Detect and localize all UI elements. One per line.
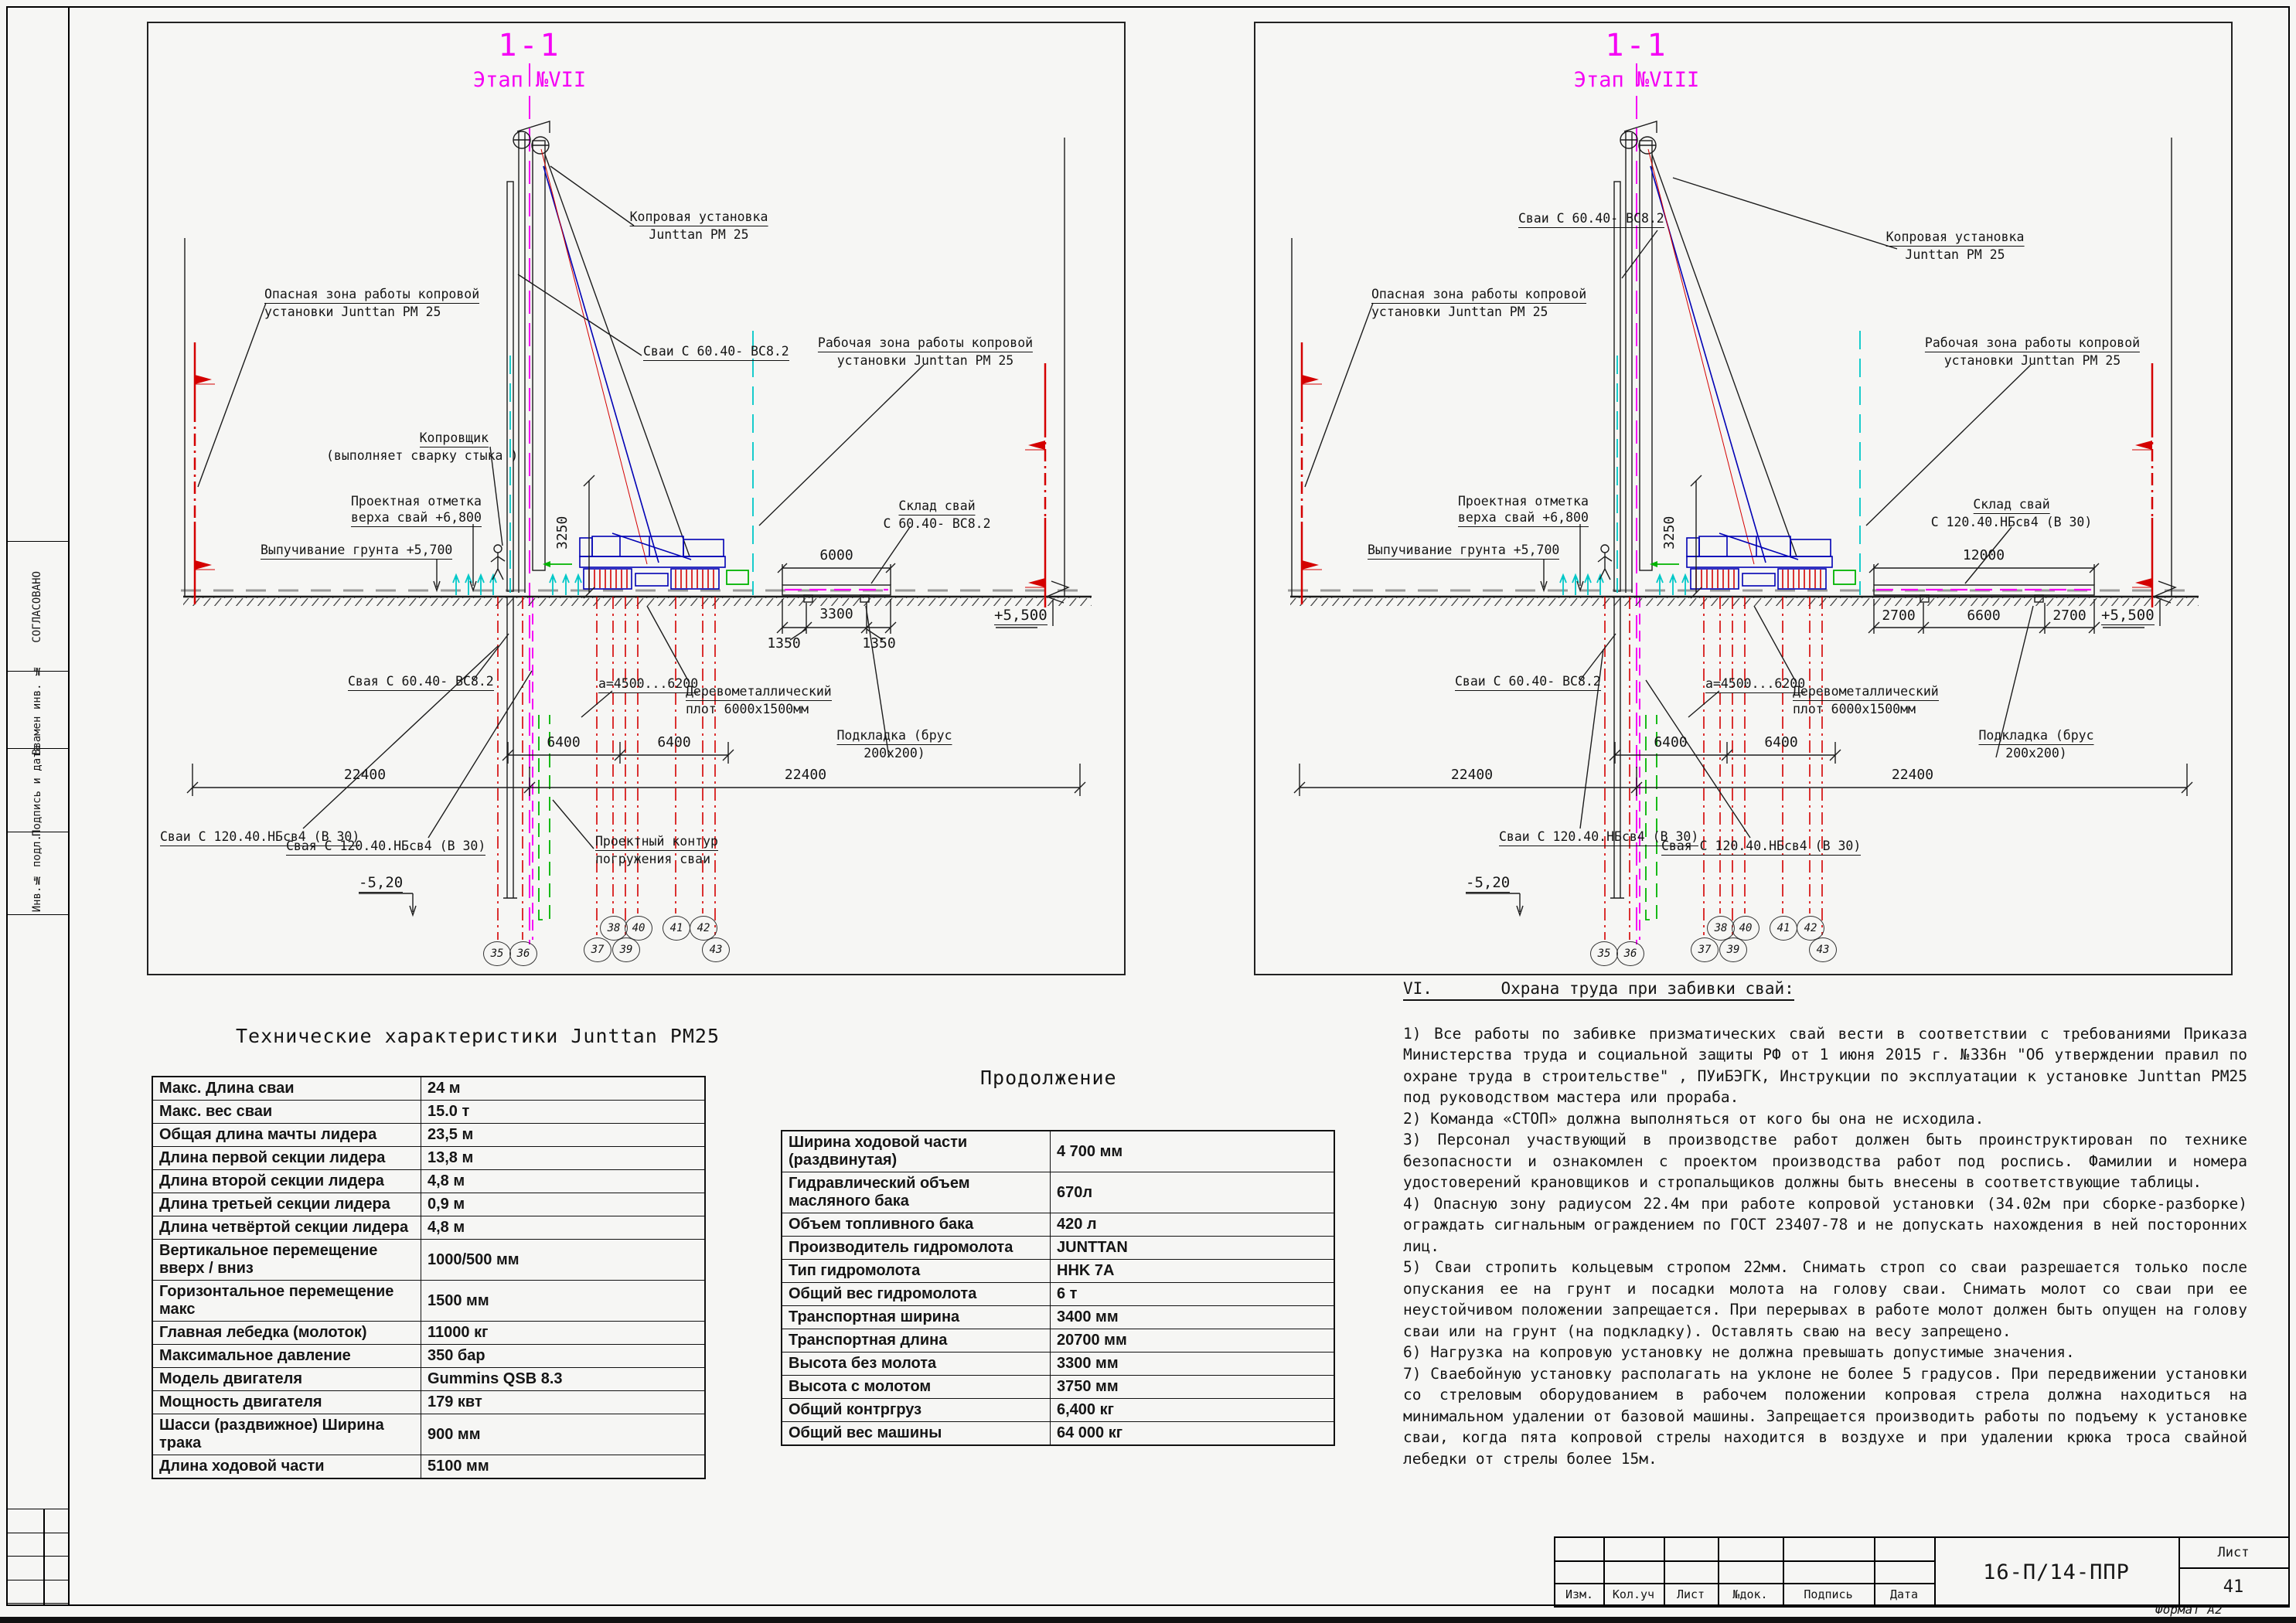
label-design-mark: Проектная отметка верха свай +6,800 [351, 493, 475, 527]
table-row: Производитель гидромолота JUNTTAN [782, 1237, 1334, 1260]
label-pile-below: Свая С 60.40- ВС8.2 [348, 673, 494, 691]
label-heave: Выпучивание грунта +5,700 [261, 542, 452, 560]
dim-span-b: 6400 [1764, 734, 1798, 750]
dim-stock-s2: 1350 [862, 635, 896, 652]
label-heave: Выпучивание грунта +5,700 [1368, 542, 1559, 560]
stamp-col-podpis: Подпись [1804, 1587, 1853, 1601]
label-elev-bottom: -5,20 [359, 874, 404, 891]
label-elev-bottom: -5,20 [1466, 874, 1511, 891]
section-mark: 1-1 [1605, 28, 1668, 63]
label-design-mark: Проектная отметка верха свай +6,800 [1458, 493, 1582, 527]
side-label: СОГЛАСОВАНО [31, 570, 43, 643]
dim-mast-height: 3250 [1661, 515, 1678, 550]
label-spacing: a=4500...6200 [1705, 675, 1805, 693]
stamp-col-ndok: №док. [1732, 1587, 1768, 1601]
table-row: Длина ходовой части 5100 мм [152, 1455, 705, 1479]
label-danger-zone: Опасная зона работы копровой установки Junttan PM 25 [264, 287, 480, 319]
pile-marker: 41 [1770, 916, 1797, 941]
grid-row [6, 1580, 68, 1604]
safety-item: 1) Все работы по забивке призматических свай вести в соответствии с требованиями Приказа Министерства труда и социальной защиты РФ от 1 июня 2015 г. №336н "Об утверждении правил по охране труда в строительстве" , ПУиБЭГК, Инструкции по эксплуатации к установке Junttan PM25 под руководством мастера или прораба. [1403, 1024, 2247, 1106]
grid-row [6, 1533, 68, 1557]
stamp-col-list: Лист [1676, 1587, 1705, 1601]
label-raft: Деревометаллический плот 6000х1500мм [686, 684, 832, 716]
dim-span-a: 6400 [1654, 734, 1688, 750]
pile-marker: 40 [625, 916, 652, 941]
table-row: Транспортная длина 20700 мм [782, 1329, 1334, 1352]
title-block [1554, 1536, 2290, 1608]
pile-marker: 39 [612, 937, 640, 962]
label-rig: Копровая установка Junttan PM 25 [629, 209, 768, 242]
pile-marker: 43 [1809, 937, 1837, 962]
piles-below-ground [1605, 597, 1822, 940]
dim-stock-top: 6000 [819, 547, 853, 563]
label-pile-below: Сваи С 60.40- ВС8.2 [1455, 673, 1601, 691]
leader-lines [198, 166, 1053, 915]
stamp-line [1555, 1560, 1934, 1562]
safety-item: 3) Персонал участвующий в производстве работ должен быть проинструктирован по технике безопасности и ознакомлен с проектом производства работ под роспись. Фамилии и номера удостоверений крановщиков и стропальщиков должны быть внесены в соответствующие таблицы. [1403, 1131, 2247, 1191]
stamp-col-koluch: Кол.уч [1612, 1587, 1655, 1601]
table-row: Вертикальное перемещение вверх / вниз 1000/500 мм [152, 1240, 705, 1281]
table-row: Макс. Длина сваи 24 м [152, 1077, 705, 1101]
label-operator: Копровщик (выполняет сварку стыка ) [326, 430, 519, 463]
side-cell-inv [6, 832, 68, 915]
table-row: Главная лебедка (молоток) 11000 кг [152, 1322, 705, 1345]
dim-stock-mid: 3300 [819, 606, 853, 622]
label-spacing: a=4500...6200 [598, 675, 698, 693]
label-stock: Склад свай С 120.40.НБсв4 (В 30) [1930, 497, 2093, 529]
stamp-col-data: Дата [1889, 1587, 1919, 1601]
stage-title: Этап №VII [472, 68, 587, 92]
table-row: Транспортная ширина 3400 мм [782, 1306, 1334, 1329]
stage-title: Этап №VIII [1573, 68, 1700, 92]
label-pile-single: Свая С 120.40.НБсв4 (В 30) [1661, 838, 1861, 856]
table-row: Максимальное давление 350 бар [152, 1345, 705, 1368]
label-contour: Проектный контур погружения сваи [595, 834, 718, 866]
ground [1288, 590, 2199, 606]
table-row: Длина четвёртой секции лидера 4,8 м [152, 1216, 705, 1240]
safety-section [1403, 978, 2247, 1469]
label-piles-row: Сваи С 120.40.НБсв4 (В 30) [160, 829, 359, 846]
safety-heading: VI. Охрана труда при забивки свай: [1403, 978, 2247, 1000]
dim-total-left: 22400 [1450, 767, 1494, 783]
label-danger-zone: Опасная зона работы копровой установки Junttan PM 25 [1371, 287, 1587, 319]
table-row: Общий контргруз 6,400 кг [782, 1399, 1334, 1422]
stamp-col-izm: Изм. [1565, 1587, 1594, 1601]
left-margin-line [68, 6, 70, 1604]
tech-table [152, 1076, 706, 1479]
format-label: Формат А2 [2155, 1602, 2223, 1617]
sheet-word: Лист [2217, 1545, 2250, 1560]
label-work-zone: Рабочая зона работы копровой установки Junttan PM 25 [817, 335, 1034, 368]
label-pad: Подкладка (брус 200х200) [1978, 728, 2094, 760]
pile-marker: 42 [690, 916, 717, 941]
pile-marker: 36 [509, 941, 537, 966]
dim-total-right: 22400 [1891, 767, 1934, 783]
safety-item: 4) Опасную зону радиусом 22.4м при работе копровой установки (34.02м при сборке-разборке) ограждать сигнальным ограждением по ГОСТ 23407-78 и не допускать нахождения в ней посторонних лиц. [1403, 1194, 2247, 1255]
side-cell-vzamen [6, 665, 68, 756]
label-pile-on-mast: Сваи С 60.40- ВС8.2 [643, 343, 789, 361]
cont-table-title: Продолжение [980, 1067, 1117, 1089]
dim-total-right: 22400 [784, 767, 827, 783]
section-mark: 1-1 [498, 28, 561, 63]
pile-marker: 35 [1590, 941, 1618, 966]
dim-total-left: 22400 [343, 767, 387, 783]
dim-span-b: 6400 [657, 734, 691, 750]
dim-stock-s1: 2700 [1882, 607, 1916, 624]
pile-marker: 35 [483, 941, 511, 966]
safety-item: 2) Команда «СТОП» должна выполняться от кого бы она не исходила. [1403, 1109, 1984, 1128]
grid-row [6, 1557, 68, 1580]
table-row: Мощность двигателя 179 квт [152, 1391, 705, 1414]
pile-rig-mast [1614, 121, 1798, 593]
pile-marker: 40 [1732, 916, 1759, 941]
tech-table-title: Технические характеристики Junttan PM25 [236, 1025, 720, 1047]
table-row: Объем топливного бака 420 л [782, 1213, 1334, 1237]
sheet-number: 41 [2223, 1577, 2244, 1597]
grid-row [6, 1509, 68, 1533]
label-stock: Склад свай С 60.40- ВС8.2 [883, 498, 991, 531]
ground [181, 590, 1092, 606]
pile-marker: 43 [702, 937, 730, 962]
sheet-bottom-edge [0, 1617, 2296, 1623]
side-cell-soglasovano [6, 541, 68, 672]
dim-stock-top: 12000 [1962, 547, 2005, 563]
table-row: Длина третьей секции лидера 0,9 м [152, 1193, 705, 1216]
table-row: Длина первой секции лидера 13,8 м [152, 1147, 705, 1170]
dim-span-a: 6400 [547, 734, 581, 750]
pile-marker: 36 [1616, 941, 1644, 966]
side-label: Взамен инв. № [31, 665, 43, 756]
pile-marker: 41 [663, 916, 690, 941]
safety-item: 7) Сваебойную установку располагать на уклоне не более 5 градусов. При передвижении установки со стреловым оборудованием в рабочем положении копровая стрела должна находиться на минимальном удалении от базовой машины. Запрещается производить работы по подъему к установке сваи, когда пята копровой стрелы находится в воздухе и при удалении крюка троса свайной лебедки от стрелы более 15м. [1403, 1364, 2247, 1468]
dim-stock-s1: 1350 [767, 635, 801, 652]
pile-marker: 38 [1707, 916, 1735, 941]
table-row: Модель двигателя Gummins QSB 8.3 [152, 1368, 705, 1391]
table-row: Высота с молотом 3750 мм [782, 1376, 1334, 1399]
label-raft: Деревометаллический плот 6000х1500мм [1793, 684, 1939, 716]
table-row: Ширина ходовой части (раздвинутая) 4 700 мм [782, 1131, 1334, 1172]
label-elev-right: +5,500 [2101, 607, 2155, 624]
table-row: Тип гидромолота HHK 7A [782, 1260, 1334, 1283]
label-pile-on-mast: Сваи С 60.40- ВС8.2 [1518, 210, 1664, 228]
pile-marker: 39 [1719, 937, 1747, 962]
document-number: 16-П/14-ППР [1983, 1560, 2130, 1584]
table-row: Гидравлический объем масляного бака 670л [782, 1172, 1334, 1213]
table-row: Горизонтальное перемещение макс 1500 мм [152, 1281, 705, 1322]
label-pad: Подкладка (брус 200х200) [836, 728, 952, 760]
diagram-stage-7 [147, 22, 1126, 975]
table-row: Общая длина мачты лидера 23,5 м [152, 1124, 705, 1147]
table-row: Макс. вес сваи 15.0 т [152, 1101, 705, 1124]
pile-marker: 42 [1797, 916, 1824, 941]
label-pile-single: Свая С 120.40.НБсв4 (В 30) [286, 838, 485, 856]
cont-table [781, 1130, 1335, 1446]
bottom-left-grid [6, 1509, 68, 1605]
table-row: Длина второй секции лидера 4,8 м [152, 1170, 705, 1193]
table-row: Высота без молота 3300 мм [782, 1352, 1334, 1376]
pile-marker: 37 [1691, 937, 1719, 962]
dim-stock-mid: 6600 [1967, 607, 2001, 624]
label-work-zone: Рабочая зона работы копровой установки Junttan PM 25 [1924, 335, 2141, 368]
table-row: Шасси (раздвижное) Ширина трака 900 мм [152, 1414, 705, 1455]
piles-below-ground [498, 597, 715, 940]
label-rig: Копровая установка Junttan PM 25 [1886, 230, 2025, 262]
dim-mast-height: 3250 [554, 515, 571, 550]
dim-stock-s2: 2700 [2052, 607, 2086, 624]
grid-divider [43, 1509, 45, 1605]
safety-item: 5) Сваи стропить кольцевым стропом 22мм. Снимать строп со сваи разрешается только после опускания ее на грунт и посадки молота на голову сваи. Снимать молот со сваи при ее неустойчивом положении запрещается. При перерывах в работе молот должен быть опущен на голову сваи или на грунт (на подкладку). Оставлять сваю на весу запрещено. [1403, 1258, 2247, 1340]
diagram-stage-8 [1254, 22, 2233, 975]
pile-marker: 38 [600, 916, 628, 941]
safety-item: 6) Нагрузка на копровую установку не должна превышать допустимые значения. [1403, 1343, 2075, 1361]
label-piles-row: Сваи С 120.40.НБсв4 (В 30) [1499, 829, 1698, 846]
table-row: Общий вес машины 64 000 кг [782, 1422, 1334, 1446]
label-elev-right: +5,500 [994, 607, 1048, 624]
pile-marker: 37 [584, 937, 611, 962]
side-label: Подпись и дата [31, 745, 43, 837]
table-row: Общий вес гидромолота 6 т [782, 1283, 1334, 1306]
side-cell-podpis [6, 745, 68, 837]
side-label: Инв.№ подл. [31, 834, 43, 913]
